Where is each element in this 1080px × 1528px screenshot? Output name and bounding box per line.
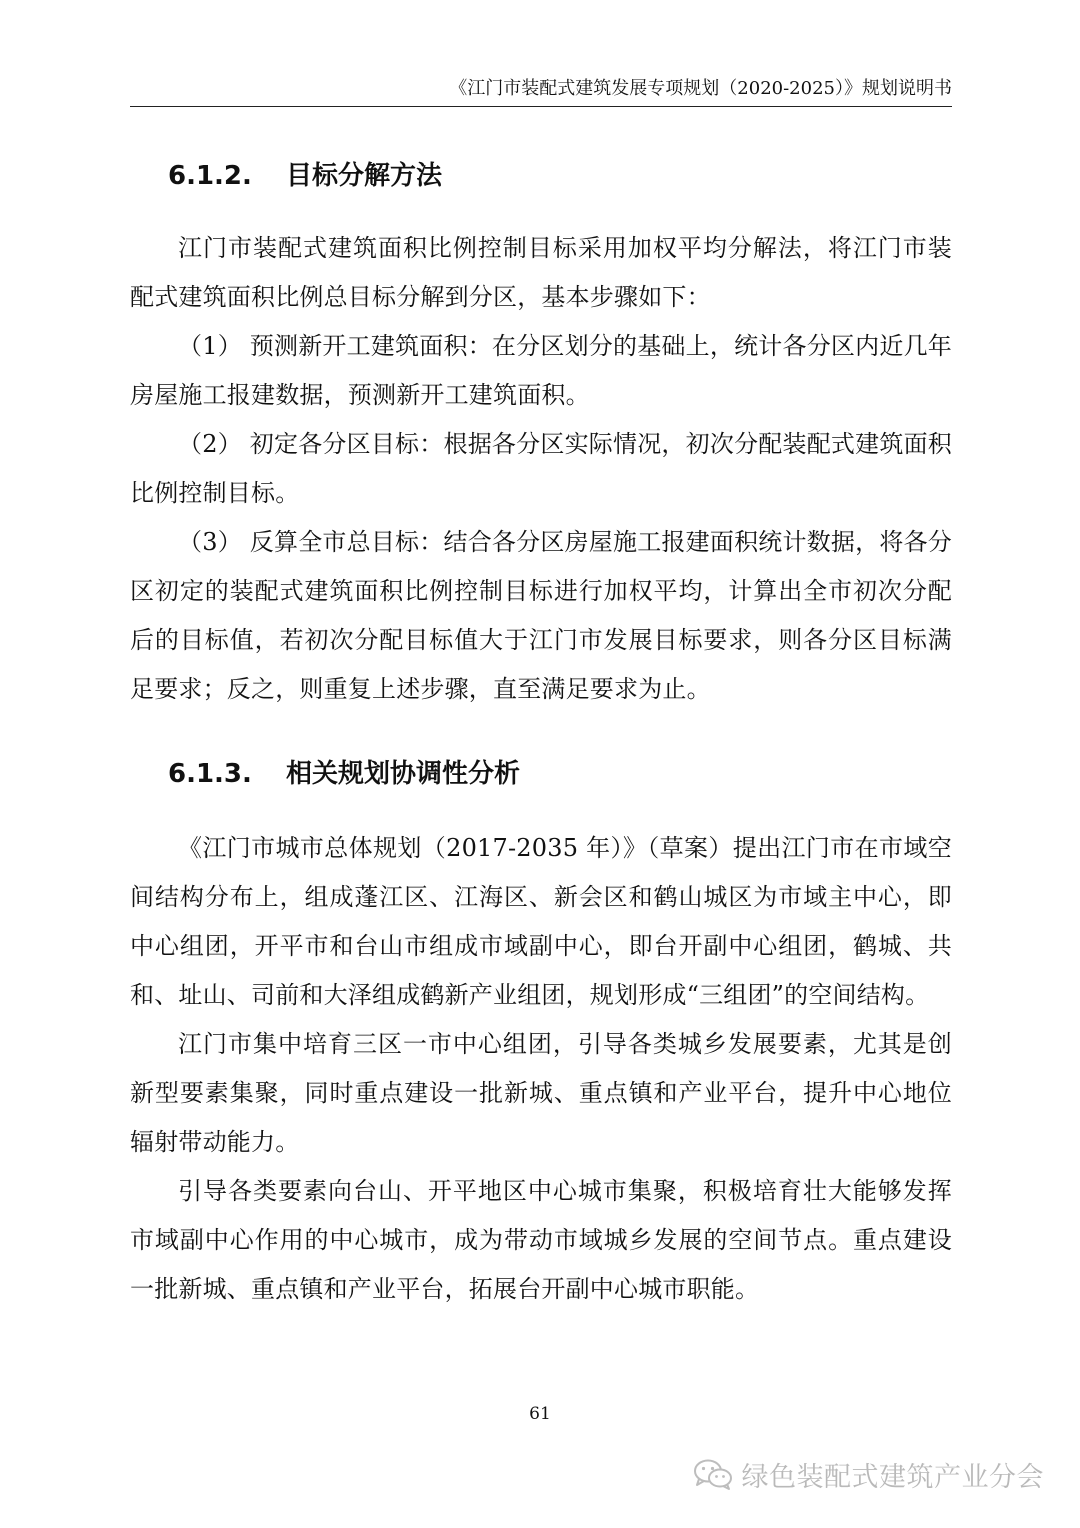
section-6-1-2-body — [130, 224, 952, 714]
section-heading — [130, 158, 952, 194]
paragraph: （2） 初定各分区目标：根据各分区实际情况，初次分配装配式建筑面积比例控制目标。 — [130, 430, 952, 507]
header-title: 《江门市装配式建筑发展专项规划（2020-2025）》规划说明书 — [449, 78, 952, 99]
watermark-text: 绿色装配式建筑产业分会 — [741, 1461, 1044, 1493]
section-title: 相关规划协调性分析 — [286, 759, 521, 789]
running-header — [130, 72, 952, 107]
paragraph: （3） 反算全市总目标：结合各分区房屋施工报建面积统计数据，将各分区初定的装配式建筑面积比例控制目标进行加权平均，计算出全市初次分配后的目标值，若初次分配目标值大于江门市发展目标要求，则各分区目标满足要求；反之，则重复上述步骤，直至满足要求为止。 — [130, 528, 952, 703]
paragraph: 江门市装配式建筑面积比例控制目标采用加权平均分解法，将江门市装配式建筑面积比例总目标分解到分区，基本步骤如下： — [130, 234, 952, 311]
section-6-1-3 — [130, 756, 952, 792]
section-title: 目标分解方法 — [286, 161, 443, 191]
section-number: 6.1.3. — [168, 759, 252, 789]
section-number: 6.1.2. — [168, 161, 252, 191]
section-heading — [130, 756, 952, 792]
paragraph: 引导各类要素向台山、开平地区中心城市集聚，积极培育壮大能够发挥市域副中心作用的中心城市，成为带动市域城乡发展的空间节点。重点建设一批新城、重点镇和产业平台，拓展台开副中心城市职能。 — [130, 1177, 952, 1303]
paragraph: 江门市集中培育三区一市中心组团，引导各类城乡发展要素，尤其是创新型要素集聚，同时重点建设一批新城、重点镇和产业平台，提升中心地位辐射带动能力。 — [130, 1030, 952, 1156]
paragraph: （1） 预测新开工建筑面积：在分区划分的基础上，统计各分区内近几年房屋施工报建数据，预测新开工建筑面积。 — [130, 332, 952, 409]
section-6-1-3-body — [130, 824, 952, 1314]
paragraph: 《江门市城市总体规划（2017-2035 年）》（草案）提出江门市在市域空间结构分布上，组成蓬江区、江海区、新会区和鹤山城区为市域主中心，即中心组团，开平市和台山市组成市域副中心，即台开副中心组团，鹤城、共和、址山、司前和大泽组成鹤新产业组团，规划形成“三组团”的空间结构。 — [130, 834, 952, 1009]
section-6-1-2 — [130, 158, 952, 194]
wechat-icon — [692, 1457, 734, 1491]
watermark — [692, 1452, 1045, 1496]
page-number: 61 — [529, 1404, 551, 1424]
